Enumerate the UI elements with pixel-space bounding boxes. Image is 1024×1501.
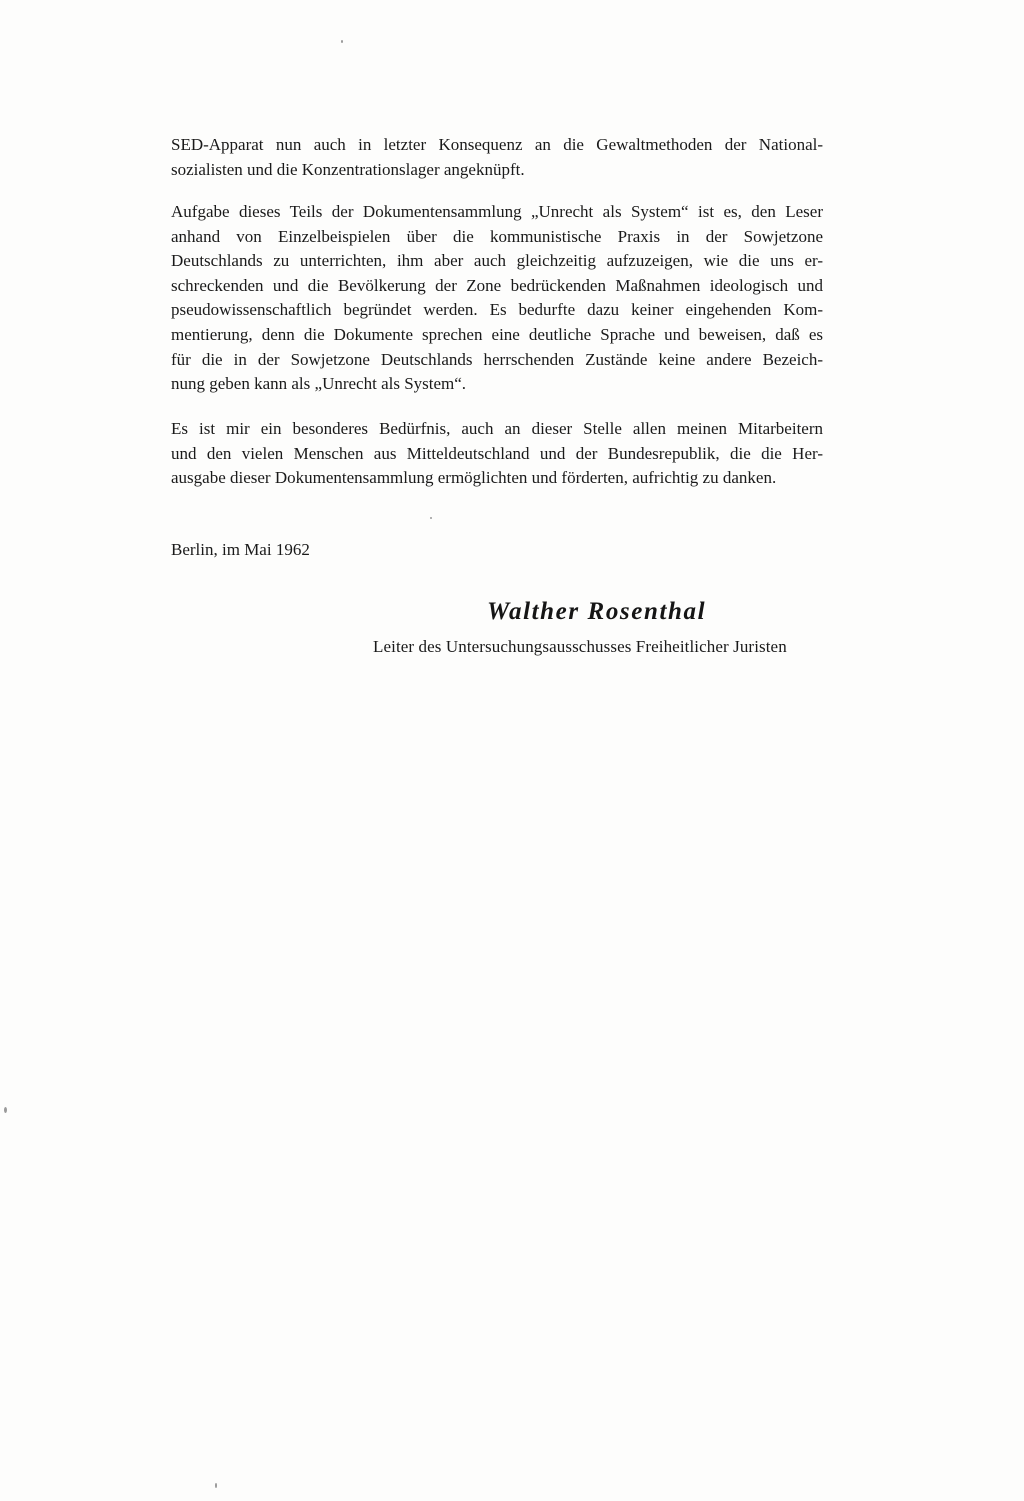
paragraph-line: Deutschlands zu unterrichten, ihm aber auch gleichzeitig aufzuzeigen, wie die uns er-	[171, 251, 823, 271]
paragraph-line: pseudowissenschaftlich begründet werden. Es bedurfte dazu keiner eingehenden Kom-	[171, 300, 823, 320]
paragraph-line: schreckenden und die Bevölkerung der Zone bedrückenden Maßnahmen ideologisch und	[171, 275, 823, 295]
paragraph-line: anhand von Einzelbeispielen über die kommunistische Praxis in der Sowjetzone	[171, 226, 823, 246]
signer-title: Leiter des Untersuchungsausschusses Freiheitlicher Juristen	[373, 637, 787, 656]
paragraph-2	[171, 200, 823, 397]
paragraph-line: SED-Apparat nun auch in letzter Konsequenz an die Gewaltmethoden der National-	[171, 135, 823, 154]
paragraph-line: für die in der Sowjetzone Deutschlands herrschenden Zustände keine andere Bezeich-	[171, 349, 823, 369]
paragraph-line: nung geben kann als „Unrecht als System“.	[171, 374, 467, 394]
paragraph-3	[171, 417, 823, 491]
paragraph-line: Aufgabe dieses Teils der Dokumentensammlung „Unrecht als System“ ist es, den Leser	[171, 202, 823, 221]
paragraph-line: und den vielen Menschen aus Mitteldeutschland und der Bundesrepublik, die die Her-	[171, 443, 823, 463]
scan-speck	[215, 1483, 217, 1488]
paragraph-1	[171, 133, 823, 182]
scan-speck	[430, 517, 432, 519]
place-date: Berlin, im Mai 1962	[171, 540, 310, 559]
paragraph-line: mentierung, denn die Dokumente sprechen eine deutliche Sprache und beweisen, daß es	[171, 324, 823, 344]
paragraph-line: sozialisten und die Konzentrationslager angeknüpft.	[171, 159, 525, 179]
scan-speck	[4, 1107, 7, 1113]
paragraph-line: Es ist mir ein besonderes Bedürfnis, auch an dieser Stelle allen meinen Mitarbeitern	[171, 419, 823, 438]
signature: Walther Rosenthal	[487, 598, 707, 625]
paragraph-line: ausgabe dieser Dokumentensammlung ermöglichten und förderten, aufrichtig zu danken.	[171, 468, 777, 488]
scan-speck	[341, 40, 343, 43]
